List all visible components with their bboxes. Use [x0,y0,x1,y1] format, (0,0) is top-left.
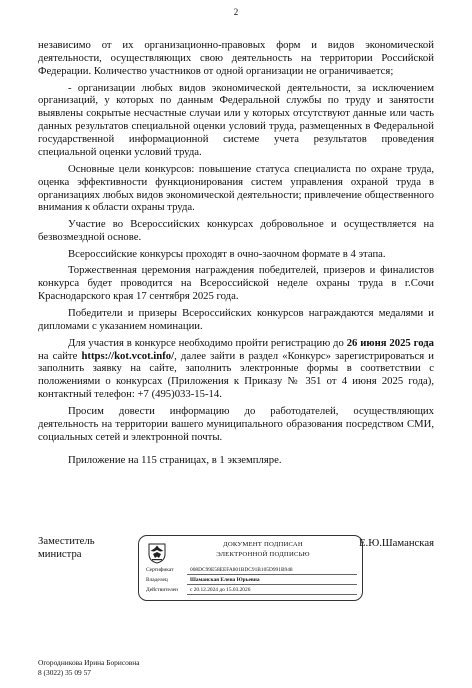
executor-phone: 8 (3022) 35 09 57 [38,668,91,677]
owner-label: Владелец [146,577,168,583]
stamp-heading [173,540,353,559]
paragraph-registration [38,337,434,402]
stamp-divider [187,584,357,585]
registration-tail: , далее зайти в раздел «Конкурс» зарегистрироваться и заполнить заявку на сайте, заполнить электронные формы в соответствии с положениями о конкурсах (Приложения к Приказу № 351 от 4 июня 2025 года), контактный телефон: +7 (495)033-15-14. [38,349,434,401]
paragraph-continuation: независимо от их организационно-правовых форм и видов экономической деятельности, осуществляющих свою деятельность на территории Российской Федерации. Количество участников от одной организации не ограничивается; [38,39,434,77]
registration-lead: Для участия в конкурсе необходимо пройти регистрацию до [68,336,347,349]
paragraph-format: Всероссийские конкурсы проходят в очно-заочном формате в 4 этапа. [68,247,386,260]
coat-of-arms-icon [146,542,168,564]
paragraph-request: Просим довести информацию до работодателей, осуществляющих деятельность на территории вашего муниципального образования посредством СМИ, социальных сетей и электронной почты. [38,404,434,443]
attachment-note: Приложение на 115 страницах, в 1 экземпляре. [68,453,282,466]
registration-deadline: 26 июня 2025 года [346,336,434,349]
stamp-certificate-row [146,567,293,574]
signature-block [38,535,434,605]
paragraph-voluntary: Участие во Всероссийских конкурсах добровольное и осуществляется на безвозмездной основе. [38,218,434,244]
validity-label: Действителен [146,587,178,593]
signer-name: Е.Ю.Шаманская [359,537,434,549]
validity-value: с 20.12.2024 до 15.03.2026 [190,587,251,593]
stamp-validity-row [146,587,250,594]
certificate-label: Сертификат [146,567,174,573]
page-number: 2 [233,7,239,17]
registration-mid: на сайте [38,349,82,362]
stamp-divider [187,594,357,595]
paragraph-ceremony: Торжественная церемония награждения победителей, призеров и финалистов конкурса будет проводится на Всероссийской неделе охраны труда в г.Сочи Краснодарского края 17 сентября 2025 года. [38,264,434,303]
paragraph-goals: Основные цели конкурсов: повышение статуса специалиста по охране труда, оценка эффективности функционирования систем управления охраной труда в организациях любых видов экономической деятельности; привлечение общественного внимания к области охраны труда. [38,162,434,214]
stamp-line-1: ДОКУМЕНТ ПОДПИСАН [223,541,303,548]
owner-value: Шаманская Елена Юрьевна [190,577,260,583]
registration-site-link[interactable]: https://kot.vcot.info/ [81,349,175,362]
stamp-owner-row [146,577,260,584]
paragraph-awards: Победители и призеры Всероссийских конкурсов награждаются медалями и дипломами с указанием номинации. [38,307,434,332]
executor-info [38,658,140,678]
paragraph-exclusion: - организации любых видов экономической деятельности, за исключением организаций, у которых по данным Федеральной службы по труду и занятости выявлены сокрытые несчастные случаи или у которых отсутствуют данные или часть данных результатов специальной оценки условий труда, размещенных в Федеральной государственной информационной системе учета результатов проведения специальной оценки условий труда. [38,81,434,159]
stamp-line-2: ЭЛЕКТРОННОЙ ПОДПИСЬЮ [216,550,310,558]
electronic-signature-stamp [138,535,363,601]
certificate-value: 008DC99E58EEFA801BDC91B105D991B948 [190,567,293,573]
executor-name: Огородникова Ирина Борисовна [38,658,140,667]
signer-title: Заместитель министра [38,535,95,560]
letter-body [38,39,434,470]
stamp-divider [187,574,357,575]
